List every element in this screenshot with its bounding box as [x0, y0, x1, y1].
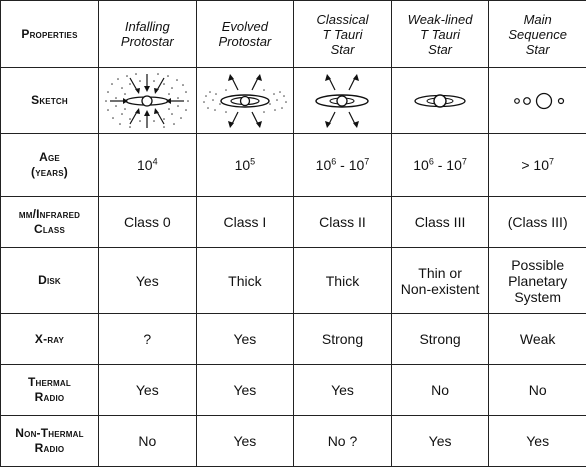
xray-main-sequence: Weak	[489, 314, 586, 365]
age-main-sequence: > $10^7$	[489, 134, 586, 197]
class-infalling-protostar: Class 0	[99, 197, 197, 248]
sketch-row	[1, 68, 586, 134]
disk-infalling-protostar: Yes	[99, 248, 197, 314]
xray-weak-lined-t-tauri: Strong	[391, 314, 489, 365]
properties-header: Properties	[1, 1, 99, 68]
age-weak-lined-t-tauri: $10^6 - 10^7$	[391, 134, 489, 197]
disk-row	[1, 248, 586, 314]
xray-classical-t-tauri: Strong	[294, 314, 392, 365]
class-classical-t-tauri: Class II	[294, 197, 392, 248]
thermal-main-sequence: No	[489, 365, 586, 416]
header-row	[1, 1, 586, 68]
nonthermal-infalling-protostar: No	[99, 416, 197, 467]
class-evolved-protostar: Class I	[196, 197, 294, 248]
age-classical-t-tauri: $10^6 - 10^7$	[294, 134, 392, 197]
age-row	[1, 134, 586, 197]
col-header-evolved-protostar: Evolved Protostar	[196, 1, 294, 68]
col-header-weak-lined-t-tauri: Weak-lined T Tauri Star	[391, 1, 489, 68]
nonthermal-classical-t-tauri: No ?	[294, 416, 392, 467]
row-label-class: mm/Infrared Class	[1, 197, 99, 248]
col-header-classical-t-tauri: Classical T Tauri Star	[294, 1, 392, 68]
nonthermal-main-sequence: Yes	[489, 416, 586, 467]
age-infalling-protostar: $10^4$	[99, 134, 197, 197]
disk-main-sequence: Possible Planetary System	[489, 248, 586, 314]
nonthermal-weak-lined-t-tauri: Yes	[391, 416, 489, 467]
sketch-classical-t-tauri	[294, 68, 392, 134]
row-label-nonthermal-radio: Non-Thermal Radio	[1, 416, 99, 467]
thermal-radio-row	[1, 365, 586, 416]
row-label-xray: X-ray	[1, 314, 99, 365]
row-label-disk: Disk	[1, 248, 99, 314]
xray-infalling-protostar: ?	[99, 314, 197, 365]
class-row	[1, 197, 586, 248]
disk-classical-t-tauri: Thick	[294, 248, 392, 314]
disk-evolved-protostar: Thick	[196, 248, 294, 314]
class-main-sequence: (Class III)	[489, 197, 586, 248]
classical-t-tauri-sketch	[295, 70, 389, 132]
nonthermal-radio-row	[1, 416, 586, 467]
thermal-infalling-protostar: Yes	[99, 365, 197, 416]
nonthermal-evolved-protostar: Yes	[196, 416, 294, 467]
thermal-weak-lined-t-tauri: No	[391, 365, 489, 416]
row-label-thermal-radio: Thermal Radio	[1, 365, 99, 416]
sketch-main-sequence	[489, 68, 586, 134]
thermal-classical-t-tauri: Yes	[294, 365, 392, 416]
class-weak-lined-t-tauri: Class III	[391, 197, 489, 248]
main-sequence-sketch	[491, 70, 585, 132]
xray-evolved-protostar: Yes	[196, 314, 294, 365]
sketch-evolved-protostar	[196, 68, 294, 134]
row-label-sketch: Sketch	[1, 68, 99, 134]
thermal-evolved-protostar: Yes	[196, 365, 294, 416]
disk-weak-lined-t-tauri: Thin or Non-existent	[391, 248, 489, 314]
sketch-infalling-protostar	[99, 68, 197, 134]
row-label-age: Age (years)	[1, 134, 99, 197]
col-header-main-sequence: Main Sequence Star	[489, 1, 586, 68]
sketch-weak-lined-t-tauri	[391, 68, 489, 134]
col-header-infalling-protostar: Infalling Protostar	[99, 1, 197, 68]
weak-lined-t-tauri-sketch	[393, 70, 487, 132]
xray-row	[1, 314, 586, 365]
evolved-protostar-sketch	[198, 70, 292, 132]
age-evolved-protostar: $10^5$	[196, 134, 294, 197]
infalling-protostar-sketch	[100, 70, 194, 132]
